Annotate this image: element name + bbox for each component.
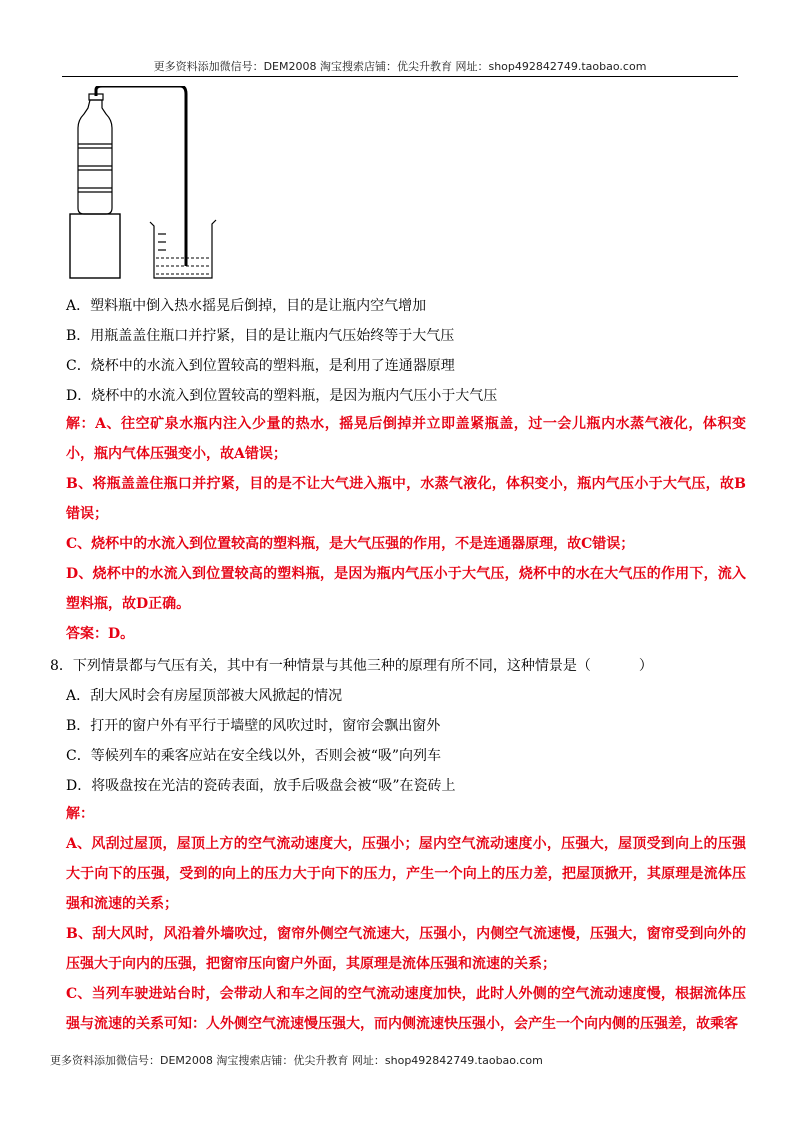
q8-option-d: D．将吸盘按在光洁的瓷砖表面，放手后吸盘会被“吸”在瓷砖上 [66, 778, 456, 794]
q8-option-c: C．等候列车的乘客应站在安全线以外，否则会被“吸”向列车 [66, 748, 442, 764]
header-rule [62, 76, 738, 77]
stand-box [70, 214, 120, 278]
q7-solution-c: C、烧杯中的水流入到位置较高的塑料瓶，是大气压强的作用，不是连通器原理，故C错误； [66, 536, 635, 552]
plastic-bottle [78, 94, 112, 214]
q7-solution-a: 解：A、往空矿泉水瓶内注入少量的热水，摇晃后倒掉并立即盖紧瓶盖，过一会儿瓶内水蒸气液化，体积变小，瓶内气体压强变小，故A错误； [66, 416, 746, 462]
q8-solution-a: A、风刮过屋顶，屋顶上方的空气流动速度大，压强小；屋内空气流动速度小，压强大，屋顶受到向上的压强大于向下的压强，受到的向上的压力大于向下的压力，产生一个向上的压力差，把屋顶掀开，其原理是流体压强和流速的关系； [66, 836, 746, 912]
beaker-water [156, 258, 210, 274]
q8-solution-b: B、刮大风时，风沿着外墙吹过，窗帘外侧空气流速大，压强小，内侧空气流速慢，压强大，窗帘受到向外的压强大于向内的压强，把窗帘压向窗户外面，其原理是流体压强和流速的关系； [66, 926, 746, 972]
page-footer: 更多资料添加微信号：DEM2008 淘宝搜索店铺：优尖升教育 网址：shop492842749.taobao.com [50, 1054, 543, 1067]
page-header: 更多资料添加微信号：DEM2008 淘宝搜索店铺：优尖升教育 网址：shop492842749.taobao.com [153, 60, 647, 73]
q7-solution-d: D、烧杯中的水流入到位置较高的塑料瓶，是因为瓶内气压小于大气压，烧杯中的水在大气压的作用下，流入塑料瓶，故D正确。 [66, 566, 746, 612]
q7-solution-b: B、将瓶盖盖住瓶口并拧紧，目的是不让大气进入瓶中，水蒸气液化，体积变小，瓶内气压小于大气压，故B错误； [66, 476, 746, 522]
q8-stem: 8．下列情景都与气压有关，其中有一种情景与其他三种的原理有所不同，这种情景是（ ） [50, 658, 653, 674]
beaker [150, 220, 216, 278]
q8-option-a: A．刮大风时会有房屋顶部被大风掀起的情况 [66, 688, 343, 704]
q7-answer: 答案：D。 [66, 626, 135, 642]
tube [96, 86, 186, 266]
q7-option-d: D．烧杯中的水流入到位置较高的塑料瓶，是因为瓶内气压小于大气压 [66, 388, 498, 404]
q7-option-b: B．用瓶盖盖住瓶口并拧紧，目的是让瓶内气压始终等于大气压 [66, 328, 455, 344]
q8-solution-c: C、当列车驶进站台时，会带动人和车之间的空气流动速度加快，此时人外侧的空气流动速度慢，根据流体压强与流速的关系可知：人外侧空气流速慢压强大，而内侧流速快压强小，会产生一个向内侧的压强差，故乘客 [66, 986, 746, 1032]
q8-option-b: B．打开的窗户外有平行于墙壁的风吹过时，窗帘会飘出窗外 [66, 718, 441, 734]
q8-solution-intro: 解： [66, 806, 94, 822]
bottle-beaker-diagram [66, 86, 226, 282]
q7-option-c: C．烧杯中的水流入到位置较高的塑料瓶，是利用了连通器原理 [66, 358, 455, 374]
q7-option-a: A．塑料瓶中倒入热水摇晃后倒掉，目的是让瓶内空气增加 [66, 298, 427, 314]
